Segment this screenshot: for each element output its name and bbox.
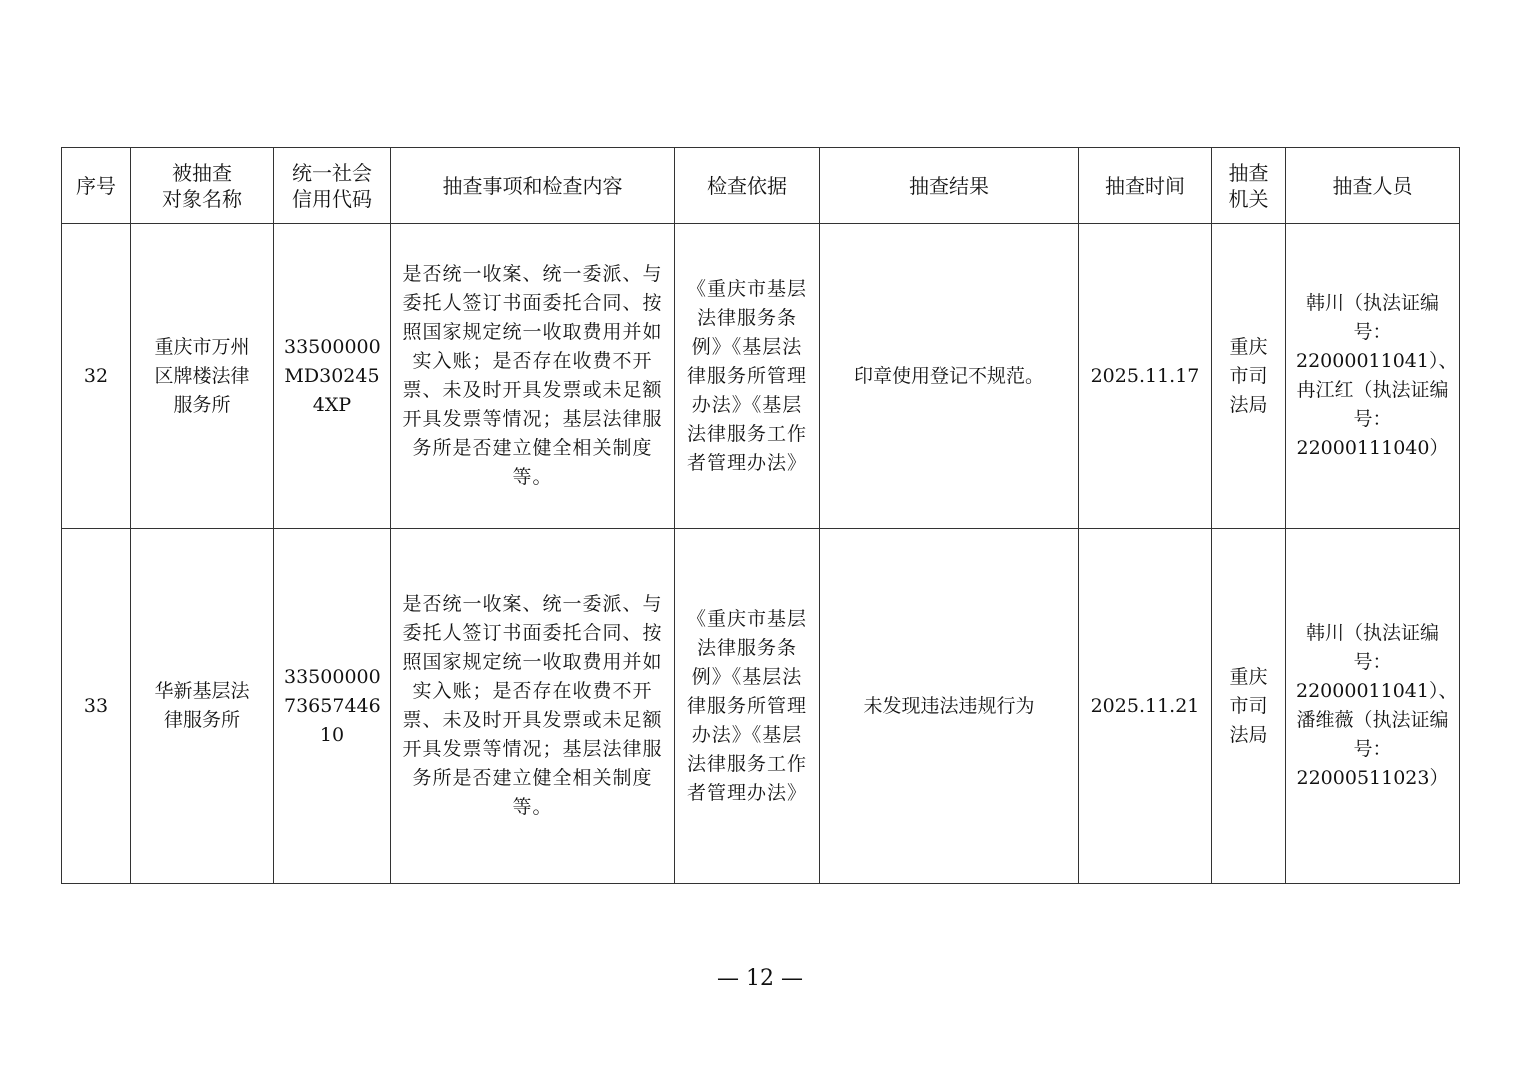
cell-target-name: 重庆市万州 区牌楼法律 服务所 (131, 224, 274, 529)
cell-basis: 《重庆市基层法律服务条例》《基层法律服务所管理办法》《基层法律服务工作者管理办法》 (675, 224, 820, 529)
header-seq: 序号 (62, 148, 131, 224)
cell-credit-code: 33500000 MD30245 4XP (274, 224, 391, 529)
cell-agency: 重庆 市司 法局 (1212, 224, 1286, 529)
page-number: — 12 — (717, 966, 803, 991)
cell-items: 是否统一收案、统一委派、与委托人签订书面委托合同、按照国家规定统一收取费用并如实入账；是否存在收费不开票、未及时开具发票或未足额开具发票等情况；基层法律服务所是否建立健全相关制度等。 (391, 224, 675, 529)
cell-credit-code: 33500000 73657446 10 (274, 529, 391, 884)
header-time: 抽查时间 (1079, 148, 1212, 224)
header-items: 抽查事项和检查内容 (391, 148, 675, 224)
header-basis: 检查依据 (675, 148, 820, 224)
cell-result: 印章使用登记不规范。 (820, 224, 1079, 529)
cell-basis: 《重庆市基层法律服务条例》《基层法律服务所管理办法》《基层法律服务工作者管理办法》 (675, 529, 820, 884)
cell-items: 是否统一收案、统一委派、与委托人签订书面委托合同、按照国家规定统一收取费用并如实入账；是否存在收费不开票、未及时开具发票或未足额开具发票等情况；基层法律服务所是否建立健全相关制度等。 (391, 529, 675, 884)
table-row (62, 224, 1460, 529)
inspection-table (61, 147, 1460, 884)
header-credit-code: 统一社会 信用代码 (274, 148, 391, 224)
table-header-row (62, 148, 1460, 224)
cell-persons: 韩川（执法证编号： 22000011041）、 冉江红（执法证编号： 22000111040） (1286, 224, 1460, 529)
header-persons: 抽查人员 (1286, 148, 1460, 224)
header-target-name: 被抽查 对象名称 (131, 148, 274, 224)
cell-result: 未发现违法违规行为 (820, 529, 1079, 884)
header-agency: 抽查 机关 (1212, 148, 1286, 224)
cell-agency: 重庆 市司 法局 (1212, 529, 1286, 884)
table-row (62, 529, 1460, 884)
cell-persons: 韩川（执法证编号： 22000011041）、 潘维薇（执法证编号： 22000511023） (1286, 529, 1460, 884)
cell-time: 2025.11.17 (1079, 224, 1212, 529)
cell-seq: 33 (62, 529, 131, 884)
cell-target-name: 华新基层法 律服务所 (131, 529, 274, 884)
cell-seq: 32 (62, 224, 131, 529)
header-result: 抽查结果 (820, 148, 1079, 224)
cell-time: 2025.11.21 (1079, 529, 1212, 884)
